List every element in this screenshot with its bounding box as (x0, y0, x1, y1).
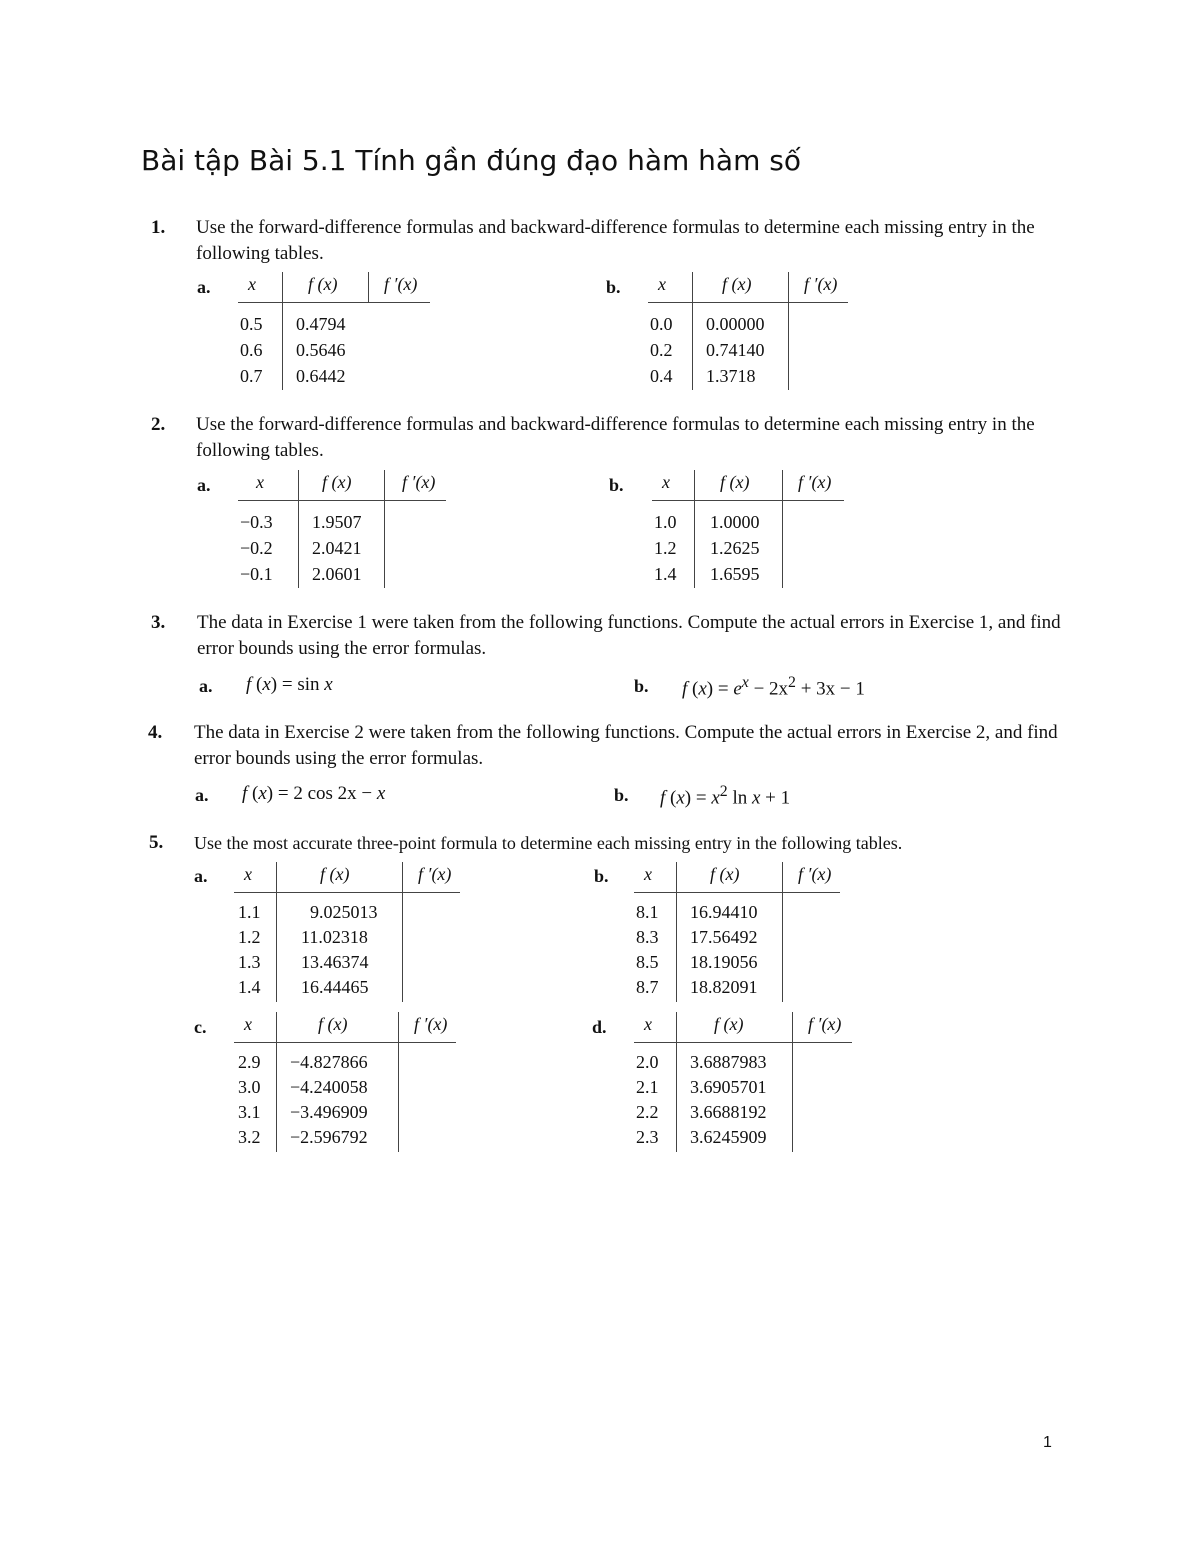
cell-fx: −2.596792 (290, 1127, 368, 1147)
cell-fx: 17.56492 (690, 927, 758, 947)
table-column-rule (368, 272, 369, 302)
exercise-3a-label: a. (199, 676, 213, 696)
exercise-2-number: 2. (151, 414, 166, 435)
exercise-5c-label: c. (194, 1017, 207, 1037)
cell-x: −0.3 (240, 512, 273, 532)
exercise-5b-table (634, 862, 840, 1004)
cell-x: 0.5 (240, 314, 263, 334)
cell-fx: 0.4794 (296, 314, 346, 334)
exercise-3-text: The data in Exercise 1 were taken from the following functions. Compute the actual errors in Exercise 1, and find error bounds using the error formulas. (197, 612, 1061, 659)
header-fpx: f ′(x) (798, 472, 832, 492)
cell-fx: 16.94410 (690, 902, 758, 922)
cell-fx: 1.9507 (312, 512, 362, 532)
cell-x: 2.2 (636, 1102, 659, 1122)
table-column-rule (276, 1012, 277, 1152)
cell-x: 2.1 (636, 1077, 659, 1097)
exercise-4-number: 4. (148, 722, 163, 743)
cell-fx: 1.0000 (710, 512, 760, 532)
cell-fx: 2.0421 (312, 538, 362, 558)
table-column-rule (788, 272, 789, 390)
cell-x: 1.3 (238, 952, 261, 972)
header-fx: f (x) (318, 1014, 348, 1034)
exercise-4b-formula: f $(x) = x^2$ ln x + 1 (660, 783, 791, 809)
header-x: x (244, 1014, 252, 1034)
exercise-2a-label: a. (197, 475, 211, 495)
table-column-rule (384, 470, 385, 588)
cell-x: 0.2 (650, 340, 673, 360)
header-fpx: f ′(x) (804, 274, 838, 294)
exercise-2-text: Use the forward-difference formulas and backward-difference formulas to determine each missing entry in the following tables. (196, 414, 1035, 461)
header-x: x (662, 472, 670, 492)
exercise-3b-formula: f $(x) = e^x - 2x^2 + 3x - 1$ (682, 674, 865, 700)
exercise-5-number: 5. (149, 832, 164, 853)
table-column-rule (694, 470, 695, 588)
exercise-2a-table (238, 470, 446, 590)
cell-fx: 11.02318 (301, 927, 368, 947)
cell-fx: 3.6905701 (690, 1077, 767, 1097)
exercise-4b-label: b. (614, 785, 629, 805)
cell-fx: −4.827866 (290, 1052, 368, 1072)
exercise-3a-formula: f (x) = sin x (246, 674, 333, 695)
cell-fx: 3.6887983 (690, 1052, 767, 1072)
cell-x: 1.4 (238, 977, 261, 997)
table-column-rule (782, 862, 783, 1002)
header-x: x (244, 864, 252, 884)
header-fpx: f ′(x) (402, 472, 436, 492)
cell-x: 1.0 (654, 512, 677, 532)
page-number: 1 (1043, 1434, 1052, 1451)
cell-x: 3.1 (238, 1102, 261, 1122)
exercise-1-number: 1. (151, 217, 166, 238)
exercise-5a-table (234, 862, 460, 1004)
header-fx: f (x) (710, 864, 740, 884)
header-fpx: f ′(x) (798, 864, 832, 884)
exercise-4-text: The data in Exercise 2 were taken from the following functions. Compute the actual errors in Exercise 2, and find error bounds using the error formulas. (194, 722, 1058, 769)
exercise-4a-formula: f (x) = 2 cos 2x − x (242, 783, 386, 804)
cell-x: 1.1 (238, 902, 261, 922)
cell-fx: 9.025013 (310, 902, 378, 922)
cell-x: 0.0 (650, 314, 673, 334)
cell-fx: 0.5646 (296, 340, 346, 360)
table-column-rule (282, 272, 283, 390)
exercise-4a-label: a. (195, 785, 209, 805)
cell-x: 3.0 (238, 1077, 261, 1097)
cell-x: −0.2 (240, 538, 273, 558)
cell-x: −0.1 (240, 564, 273, 584)
cell-fx: 0.00000 (706, 314, 765, 334)
exercise-1-text: Use the forward-difference formulas and backward-difference formulas to determine each missing entry in the following tables. (196, 217, 1035, 264)
cell-fx: 3.6688192 (690, 1102, 767, 1122)
exercise-5c-table (234, 1012, 456, 1154)
cell-fx: −4.240058 (290, 1077, 368, 1097)
page-title: Bài tập Bài 5.1 Tính gần đúng đạo hàm hàm số (141, 144, 801, 177)
cell-fx: 18.19056 (690, 952, 758, 972)
cell-fx: 0.6442 (296, 366, 346, 386)
table-column-rule (276, 862, 277, 1002)
header-fx: f (x) (714, 1014, 744, 1034)
cell-x: 8.1 (636, 902, 659, 922)
cell-fx: 1.3718 (706, 366, 756, 386)
header-x: x (248, 274, 256, 294)
cell-x: 3.2 (238, 1127, 261, 1147)
cell-fx: 18.82091 (690, 977, 758, 997)
cell-x: 8.5 (636, 952, 659, 972)
header-fpx: f ′(x) (808, 1014, 842, 1034)
exercise-5a-label: a. (194, 866, 208, 886)
table-column-rule (402, 862, 403, 1002)
exercise-3b-label: b. (634, 676, 649, 696)
cell-fx: −3.496909 (290, 1102, 368, 1122)
cell-x: 2.9 (238, 1052, 261, 1072)
cell-x: 1.4 (654, 564, 677, 584)
exercise-5d-table (634, 1012, 852, 1154)
cell-fx: 0.74140 (706, 340, 765, 360)
cell-x: 8.3 (636, 927, 659, 947)
cell-x: 8.7 (636, 977, 659, 997)
table-column-rule (782, 470, 783, 588)
table-column-rule (676, 862, 677, 1002)
header-fpx: f ′(x) (414, 1014, 448, 1034)
cell-x: 0.7 (240, 366, 263, 386)
header-fx: f (x) (720, 472, 750, 492)
table-column-rule (298, 470, 299, 588)
table-column-rule (398, 1012, 399, 1152)
header-fpx: f ′(x) (384, 274, 418, 294)
header-fx: f (x) (322, 472, 352, 492)
cell-x: 2.0 (636, 1052, 659, 1072)
exercise-5d-label: d. (592, 1017, 607, 1037)
header-fx: f (x) (308, 274, 338, 294)
header-x: x (256, 472, 264, 492)
cell-x: 0.4 (650, 366, 673, 386)
cell-fx: 3.6245909 (690, 1127, 767, 1147)
cell-fx: 13.46374 (301, 952, 369, 972)
header-x: x (644, 864, 652, 884)
cell-fx: 16.44465 (301, 977, 369, 997)
header-fx: f (x) (320, 864, 350, 884)
exercise-1a-table (238, 272, 430, 392)
cell-fx: 2.0601 (312, 564, 362, 584)
cell-fx: 1.2625 (710, 538, 760, 558)
exercise-1a-label: a. (197, 277, 211, 297)
table-column-rule (676, 1012, 677, 1152)
table-column-rule (692, 272, 693, 390)
table-column-rule (792, 1012, 793, 1152)
header-fx: f (x) (722, 274, 752, 294)
cell-x: 0.6 (240, 340, 263, 360)
exercise-5-text: Use the most accurate three-point formula to determine each missing entry in the following tables. (194, 833, 903, 853)
exercise-1b-table (648, 272, 848, 392)
header-fpx: f ′(x) (418, 864, 452, 884)
exercise-3-number: 3. (151, 612, 166, 633)
header-x: x (644, 1014, 652, 1034)
exercise-2b-label: b. (609, 475, 624, 495)
cell-x: 1.2 (654, 538, 677, 558)
cell-fx: 1.6595 (710, 564, 760, 584)
exercise-2b-table (652, 470, 844, 590)
header-x: x (658, 274, 666, 294)
exercise-5b-label: b. (594, 866, 609, 886)
cell-x: 2.3 (636, 1127, 659, 1147)
exercise-1b-label: b. (606, 277, 621, 297)
cell-x: 1.2 (238, 927, 261, 947)
